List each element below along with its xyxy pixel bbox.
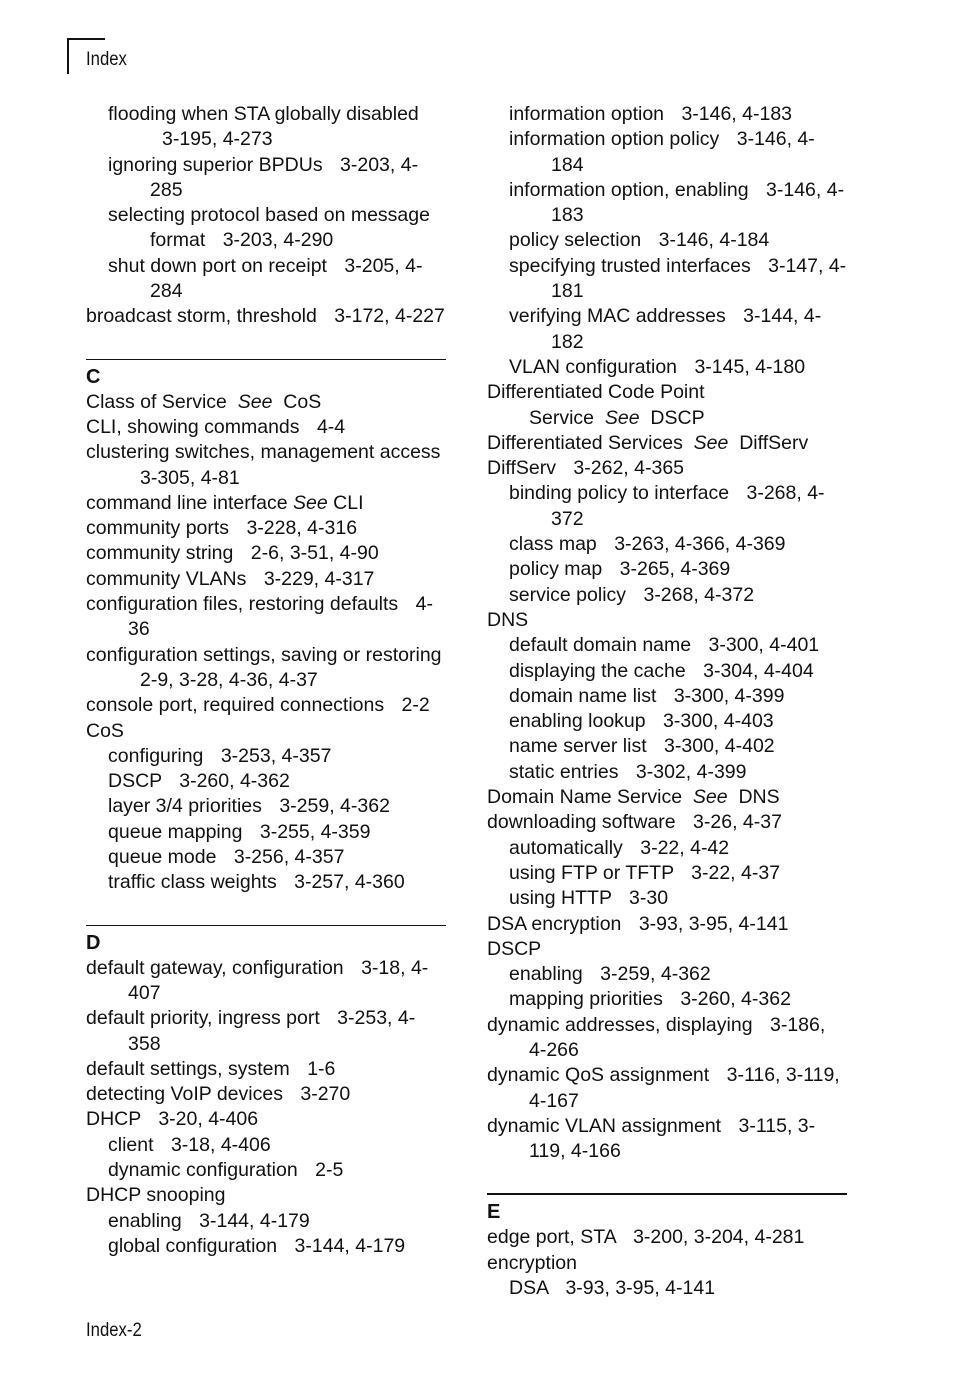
entry-term: queue mapping xyxy=(108,820,243,843)
index-subentry xyxy=(86,1209,446,1234)
index-entry xyxy=(86,1057,446,1082)
section-gap xyxy=(86,330,446,356)
page-references: 3-300, 4-401 xyxy=(708,634,820,657)
entry-term: layer 3/4 priorities xyxy=(108,795,262,818)
index-subentry xyxy=(487,962,847,987)
see-reference-label: See xyxy=(692,786,728,809)
section-letter: D xyxy=(86,931,101,954)
page-references: 2-2 xyxy=(401,694,430,717)
index-subentry xyxy=(487,659,847,684)
index-subentry xyxy=(487,254,847,305)
see-reference-target: CoS xyxy=(283,390,322,413)
page-references: 3-195, 4-273 xyxy=(162,128,273,151)
running-header: Index xyxy=(86,49,127,70)
entry-term: encryption xyxy=(487,1251,577,1274)
index-entry xyxy=(86,415,446,440)
index-entry xyxy=(86,1183,446,1208)
index-entry xyxy=(487,1013,847,1064)
page-number: Index-2 xyxy=(86,1320,142,1341)
index-entry xyxy=(86,516,446,541)
index-subentry xyxy=(487,228,847,253)
page-references: 3-304, 4-404 xyxy=(703,659,814,682)
entry-term: dynamic configuration xyxy=(108,1158,298,1181)
page-references: 3-20, 4-406 xyxy=(158,1108,259,1131)
page-references: 3-22, 4-42 xyxy=(640,836,730,859)
index-entry xyxy=(86,592,446,643)
see-reference-target: DiffServ xyxy=(739,431,809,454)
page-references: 3-300, 4-403 xyxy=(663,710,774,733)
entry-term: configuration files, restoring defaults xyxy=(86,593,399,616)
page-references: 3-115, 3-119, 4-166 xyxy=(529,1114,816,1163)
entry-term: policy map xyxy=(509,558,603,581)
entry-term: queue mode xyxy=(108,846,217,869)
page-references: 3-203, 4-290 xyxy=(222,229,334,252)
entry-term: edge port, STA xyxy=(487,1226,616,1249)
page-references: 3-259, 4-362 xyxy=(279,795,390,818)
page-references: 3-18, 4-406 xyxy=(170,1133,271,1156)
index-subentry xyxy=(487,127,847,178)
page-references: 3-144, 4-179 xyxy=(294,1234,406,1257)
index-entry xyxy=(86,491,446,516)
entry-term: DiffServ xyxy=(487,457,556,480)
index-subentry xyxy=(86,744,446,769)
entry-term: default domain name xyxy=(509,634,692,657)
entry-term: DSCP xyxy=(108,770,162,793)
page-references: 3-268, 4-372 xyxy=(551,482,825,530)
index-entry xyxy=(487,937,847,962)
entry-term: flooding when STA globally disabled xyxy=(108,103,419,125)
page-references: 3-300, 4-402 xyxy=(664,735,775,758)
page-references: 3-305, 4-81 xyxy=(140,466,240,489)
page-references: 3-144, 4-182 xyxy=(551,305,822,353)
page-references: 3-200, 3-204, 4-281 xyxy=(633,1226,805,1249)
index-subentry xyxy=(86,1158,446,1183)
index-entry xyxy=(487,912,847,937)
entry-term: VLAN configuration xyxy=(509,355,678,378)
entry-term: CLI, showing commands xyxy=(86,415,300,438)
page-references: 3-186, 4-266 xyxy=(529,1013,826,1061)
index-entry xyxy=(86,643,446,694)
entry-term: DSCP xyxy=(487,937,542,960)
index-entry xyxy=(487,456,847,481)
entry-term: configuring xyxy=(108,744,204,767)
page-references: 3-146, 4-183 xyxy=(681,103,793,125)
page-references: 3-172, 4-227 xyxy=(334,305,445,328)
entry-term: ignoring superior BPDUs xyxy=(108,153,323,176)
see-reference-label: See xyxy=(293,491,328,514)
index-entry xyxy=(487,1114,847,1165)
page-references: 3-26, 4-37 xyxy=(693,811,782,834)
index-subentry xyxy=(86,820,446,845)
corner-mark-vertical xyxy=(67,38,69,74)
section-divider xyxy=(86,359,446,360)
section-letter: E xyxy=(487,1201,501,1224)
entry-term: default settings, system xyxy=(86,1057,290,1080)
page-references: 3-18, 4-407 xyxy=(128,956,429,1004)
index-entry xyxy=(487,785,847,810)
index-entry xyxy=(487,380,847,431)
entry-term: Differentiated Services xyxy=(487,431,683,454)
entry-term: detecting VoIP devices xyxy=(86,1083,283,1106)
index-entry xyxy=(86,440,446,491)
see-reference-target: DNS xyxy=(738,786,780,809)
see-reference-target: DSCP xyxy=(650,406,705,429)
index-subentry xyxy=(86,153,446,204)
entry-term: binding policy to interface xyxy=(509,482,730,505)
entry-term: mapping priorities xyxy=(509,988,663,1011)
section-letter: C xyxy=(86,365,101,388)
index-subentry xyxy=(86,1133,446,1158)
index-entry xyxy=(86,719,446,744)
see-reference-label: See xyxy=(604,406,640,429)
index-subentry xyxy=(487,583,847,608)
entry-term: displaying the cache xyxy=(509,659,686,682)
page-references: 3-116, 3-119, 4-167 xyxy=(529,1064,840,1112)
index-column-right xyxy=(487,102,847,1301)
entry-term: community VLANs xyxy=(86,567,247,590)
page-references: 2-5 xyxy=(315,1158,344,1181)
entry-term: DSA encryption xyxy=(487,912,622,935)
index-entry xyxy=(487,810,847,835)
section-gap xyxy=(86,896,446,922)
entry-term: enabling xyxy=(108,1209,182,1232)
entry-term: client xyxy=(108,1133,154,1156)
index-entry xyxy=(86,567,446,592)
index-subentry xyxy=(86,769,446,794)
entry-term: DHCP snooping xyxy=(86,1184,226,1207)
page-references: 4-36 xyxy=(128,593,433,641)
page-references: 3-145, 4-180 xyxy=(694,355,806,378)
index-subentry xyxy=(86,845,446,870)
index-subentry xyxy=(487,304,847,355)
entry-term: community ports xyxy=(86,517,230,540)
page-references: 3-260, 4-362 xyxy=(179,770,290,793)
entry-term: DSA xyxy=(509,1277,549,1300)
see-reference-label: See xyxy=(237,390,273,413)
entry-term: CoS xyxy=(86,719,124,742)
page-references: 3-93, 3-95, 4-141 xyxy=(638,912,789,935)
index-entry xyxy=(487,608,847,633)
page-references: 3-259, 4-362 xyxy=(600,963,711,986)
index-entry xyxy=(86,541,446,566)
index-subentry xyxy=(487,1276,847,1301)
index-entry xyxy=(86,390,446,415)
entry-term: automatically xyxy=(509,836,623,859)
page-references: 3-22, 4-37 xyxy=(691,861,781,884)
page-references: 3-203, 4-285 xyxy=(150,153,419,201)
index-subentry xyxy=(487,532,847,557)
corner-mark-horizontal xyxy=(67,38,105,40)
page-references: 3-262, 4-365 xyxy=(573,457,685,480)
page-references: 3-253, 4-357 xyxy=(220,744,332,767)
index-entry xyxy=(487,1063,847,1114)
index-subentry xyxy=(487,836,847,861)
index-subentry xyxy=(487,987,847,1012)
index-subentry xyxy=(487,684,847,709)
index-subentry xyxy=(86,203,446,254)
entry-term: console port, required connections xyxy=(86,694,385,717)
page-references: 3-146, 4-184 xyxy=(551,128,815,176)
entry-term: domain name list xyxy=(509,684,657,707)
entry-term: DNS xyxy=(487,608,529,631)
entry-term: global configuration xyxy=(108,1234,278,1257)
page-references: 3-302, 4-399 xyxy=(635,760,747,783)
index-entry xyxy=(487,1225,847,1250)
index-subentry xyxy=(86,794,446,819)
entry-term: community string xyxy=(86,542,234,565)
index-subentry xyxy=(487,633,847,658)
index-subentry xyxy=(487,709,847,734)
entry-term: Differentiated Code Point Service xyxy=(487,381,705,429)
entry-term: specifying trusted interfaces xyxy=(509,254,751,277)
entry-term: service policy xyxy=(509,583,627,606)
section-divider xyxy=(487,1193,847,1195)
see-reference-label: See xyxy=(693,431,729,454)
page-references: 3-144, 4-179 xyxy=(199,1209,310,1232)
index-entry xyxy=(487,1251,847,1276)
page-references: 3-147, 4-181 xyxy=(551,254,847,303)
entry-term: policy selection xyxy=(509,229,642,252)
index-subentry xyxy=(487,886,847,911)
entry-term: name server list xyxy=(509,735,647,758)
entry-term: using HTTP xyxy=(509,887,612,910)
page-references: 3-146, 4-184 xyxy=(658,229,770,252)
entry-term: command line interface xyxy=(86,491,288,514)
index-entry xyxy=(86,1107,446,1132)
page-references: 3-260, 4-362 xyxy=(680,988,791,1011)
entry-term: downloading software xyxy=(487,811,676,834)
index-subentry xyxy=(487,102,847,127)
entry-term: class map xyxy=(509,533,597,556)
page-references: 3-93, 3-95, 4-141 xyxy=(565,1277,716,1300)
entry-term: using FTP or TFTP xyxy=(509,861,674,884)
entry-term: configuration settings, saving or restoring xyxy=(86,643,442,666)
entry-term: static entries xyxy=(509,760,619,783)
entry-term: traffic class weights xyxy=(108,871,277,894)
entry-term: DHCP xyxy=(86,1108,141,1131)
entry-term: information option policy xyxy=(509,128,720,151)
index-subentry xyxy=(487,178,847,229)
entry-term: information option, enabling xyxy=(509,178,749,201)
entry-term: enabling lookup xyxy=(509,710,646,733)
page-references: 2-9, 3-28, 4-36, 4-37 xyxy=(140,668,318,691)
page-references: 1-6 xyxy=(307,1057,336,1080)
index-subentry xyxy=(487,557,847,582)
entry-term: broadcast storm, threshold xyxy=(86,305,317,328)
page-references: 3-229, 4-317 xyxy=(263,567,375,590)
index-subentry xyxy=(86,870,446,895)
index-entry xyxy=(86,956,446,1007)
index-entry xyxy=(86,693,446,718)
entry-term: information option xyxy=(509,103,665,125)
section-gap xyxy=(487,1164,847,1190)
page-references: 3-300, 4-399 xyxy=(673,684,785,707)
page-references: 4-4 xyxy=(316,415,346,438)
index-subentry xyxy=(86,254,446,305)
page-references: 3-228, 4-316 xyxy=(246,517,358,540)
index-entry xyxy=(86,1006,446,1057)
page-references: 3-255, 4-359 xyxy=(259,820,371,843)
section-divider xyxy=(86,925,446,926)
entry-term: dynamic VLAN assignment xyxy=(487,1114,722,1137)
index-subentry xyxy=(86,1234,446,1259)
page-references: 3-30 xyxy=(629,887,669,910)
index-entry xyxy=(487,431,847,456)
entry-term: enabling xyxy=(509,963,583,986)
entry-term: default gateway, configuration xyxy=(86,956,344,979)
index-subentry xyxy=(86,102,446,153)
index-subentry xyxy=(487,734,847,759)
page-references: 3-270 xyxy=(300,1083,351,1106)
index-entry xyxy=(86,1082,446,1107)
page-references: 2-6, 3-51, 4-90 xyxy=(250,542,379,565)
page-references: 3-257, 4-360 xyxy=(294,871,405,894)
entry-term: default priority, ingress port xyxy=(86,1007,320,1030)
index-subentry xyxy=(487,481,847,532)
page-references: 3-256, 4-357 xyxy=(233,846,345,869)
entry-term: selecting protocol based on message format xyxy=(108,204,430,252)
index-column-left xyxy=(86,102,446,1259)
entry-term: clustering switches, management access xyxy=(86,441,441,464)
page-references: 3-205, 4-284 xyxy=(150,254,423,303)
see-reference-target: CLI xyxy=(333,491,364,514)
index-subentry xyxy=(487,861,847,886)
page-references: 3-268, 4-372 xyxy=(643,583,755,606)
entry-term: Class of Service xyxy=(86,390,227,413)
index-subentry xyxy=(487,760,847,785)
entry-term: Domain Name Service xyxy=(487,786,683,809)
index-subentry xyxy=(487,355,847,380)
entry-term: verifying MAC addresses xyxy=(509,305,726,328)
page-references: 3-265, 4-369 xyxy=(619,558,731,581)
page-references: 3-263, 4-366, 4-369 xyxy=(614,533,786,556)
entry-term: dynamic addresses, displaying xyxy=(487,1013,753,1036)
entry-term: dynamic QoS assignment xyxy=(487,1064,710,1087)
page-references: 3-253, 4-358 xyxy=(128,1007,416,1055)
entry-term: shut down port on receipt xyxy=(108,254,327,277)
index-entry xyxy=(86,304,446,329)
page-references: 3-146, 4-183 xyxy=(551,178,845,227)
